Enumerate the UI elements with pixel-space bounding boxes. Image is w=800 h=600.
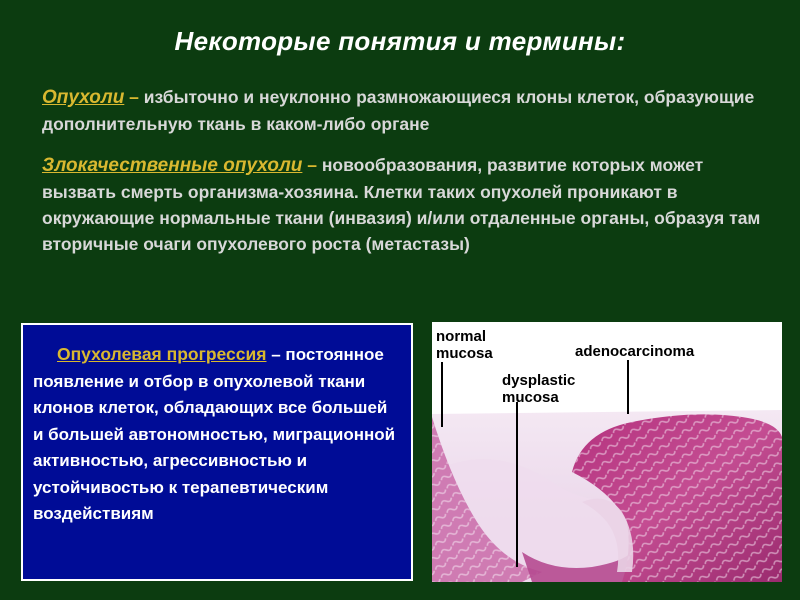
definition-malignant-tumors (42, 152, 772, 257)
histology-image (432, 322, 782, 582)
progression-box (21, 323, 413, 581)
term-dash: – (124, 87, 144, 107)
term-dash: – (266, 345, 281, 364)
term-dash: – (302, 155, 322, 175)
label-dysplastic-1: dysplastic (502, 372, 576, 389)
definition-text: новообразования, развитие которых может вызвать смерть организма-хозяина. Клетки таких опухолей проникают в окружающие нормальные ткани (инвазия) и/или отдаленные органы, образуя там вторичные очаги опухолевого роста (метастазы) (42, 155, 761, 254)
label-adenocarcinoma: adenocarcinoma (575, 343, 695, 360)
term-malignant-tumors: Злокачественные опухоли (42, 155, 303, 176)
definition-text: избыточно и неуклонно размножающиеся клоны клеток, образующие дополнительную ткань в каком-либо органе (42, 87, 755, 134)
label-normal-1: normal (436, 328, 487, 345)
label-dysplastic-2: mucosa (502, 389, 559, 406)
term-progression: Опухолевая прогрессия (57, 344, 267, 364)
term-tumors: Опухоли (42, 87, 125, 108)
progression-text: постоянное появление и отбор в опухолевой ткани клонов клеток, обладающих все большей и большей автономностью, миграционной активностью, агрессивностью и устойчивостью к терапевтическим воздействиям (33, 345, 396, 523)
slide-title: Некоторые понятия и термины: (174, 26, 626, 56)
label-normal-2: mucosa (436, 345, 493, 362)
definition-tumors (42, 84, 772, 137)
